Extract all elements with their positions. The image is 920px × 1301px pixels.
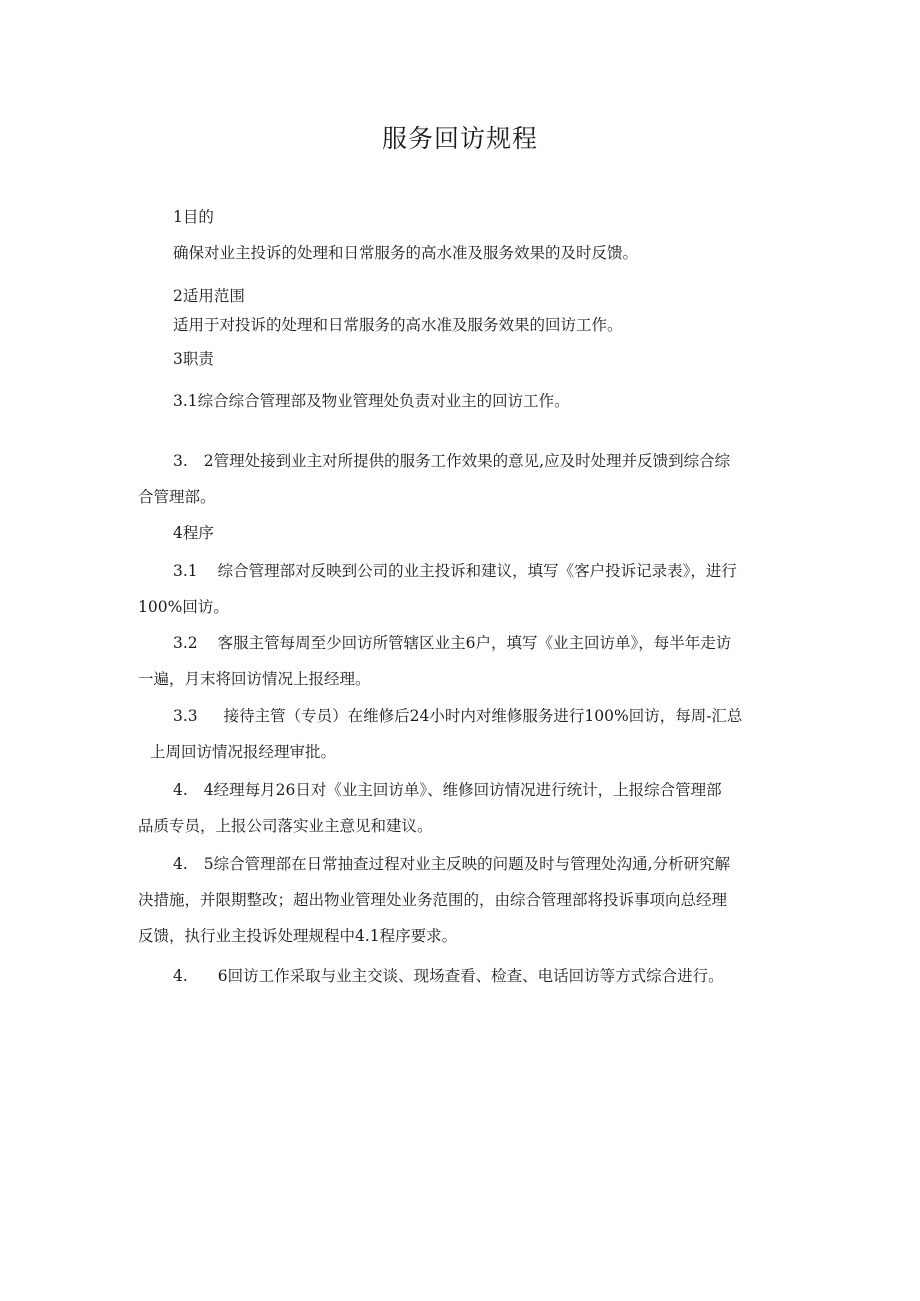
proc-4-6-text-a: 6回访工作采取与业主交谈、现场查看、检查、电话回访等方式综合进行。 [217,967,724,985]
proc-3-2-number: 3.2 [173,634,198,652]
proc-3-3-text-a: 接待主管（专员）在维修后24小时内对维修服务进行100%回访，每周-汇总 [223,707,743,725]
proc-4-6-line-1 [173,965,823,987]
proc-3-1-number: 3.1 [173,562,198,580]
purpose-heading: 1目的 [173,208,214,226]
proc-3-1-text-a: 综合管理部对反映到公司的业主投诉和建议，填写《客户投诉记录表》，进行 [217,562,737,580]
duty-3-2-text-a: 2管理处接到业主对所提供的服务工作效果的意见,应及时处理并反馈到综合综 [203,452,731,470]
proc-4-4-line-1 [173,779,823,801]
proc-4-4-text-b: 品质专员，上报公司落实业主意见和建议。 [138,817,433,835]
duty-3-1: 3.1综合综合管理部及物业管理处负责对业主的回访工作。 [173,392,570,410]
duty-3-2-line-1 [173,450,785,472]
proc-3-2-line-1 [173,632,823,654]
proc-3-2-text-b: 一遍，月末将回访情况上报经理。 [138,670,371,688]
proc-3-3-text-b: 上周回访情况报经理审批。 [150,743,337,761]
proc-4-5-text-b: 决措施，并限期整改；超出物业管理处业务范围的，由综合管理部将投诉事项向总经理 [138,891,728,909]
proc-4-5-line-1 [173,853,823,875]
proc-4-6-number: 4. [173,967,188,985]
proc-4-5-text-c: 反馈，执行业主投诉处理规程中4.1程序要求。 [138,927,458,945]
proc-3-3-line-1 [173,705,823,727]
proc-3-3-number: 3.3 [173,707,198,725]
proc-4-5-text-a: 5综合管理部在日常抽查过程对业主反映的问题及时与管理处沟通,分析研究解 [203,855,731,873]
scope-heading: 2适用范围 [173,287,245,305]
proc-3-1-text-b: 100%回访。 [138,598,229,616]
proc-4-4-number: 4. [173,781,188,799]
duty-3-2-text-b: 合管理部。 [138,488,216,506]
purpose-text: 确保对业主投诉的处理和日常服务的高水准及服务效果的及时反馈。 [173,244,639,262]
procedure-heading: 4程序 [173,524,214,542]
proc-3-1-line-1 [173,560,823,582]
proc-4-5-number: 4. [173,855,188,873]
proc-3-2-text-a: 客服主管每周至少回访所管辖区业主6户，填写《业主回访单》，每半年走访 [217,634,732,652]
document-title: 服务回访规程 [381,124,538,153]
scope-text: 适用于对投诉的处理和日常服务的高水准及服务效果的回访工作。 [173,316,623,334]
proc-4-4-text-a: 4经理每月26日对《业主回访单》、维修回访情况进行统计，上报综合管理部 [203,781,722,799]
duties-heading: 3职责 [173,350,214,368]
duty-3-2-number: 3. [173,452,188,470]
